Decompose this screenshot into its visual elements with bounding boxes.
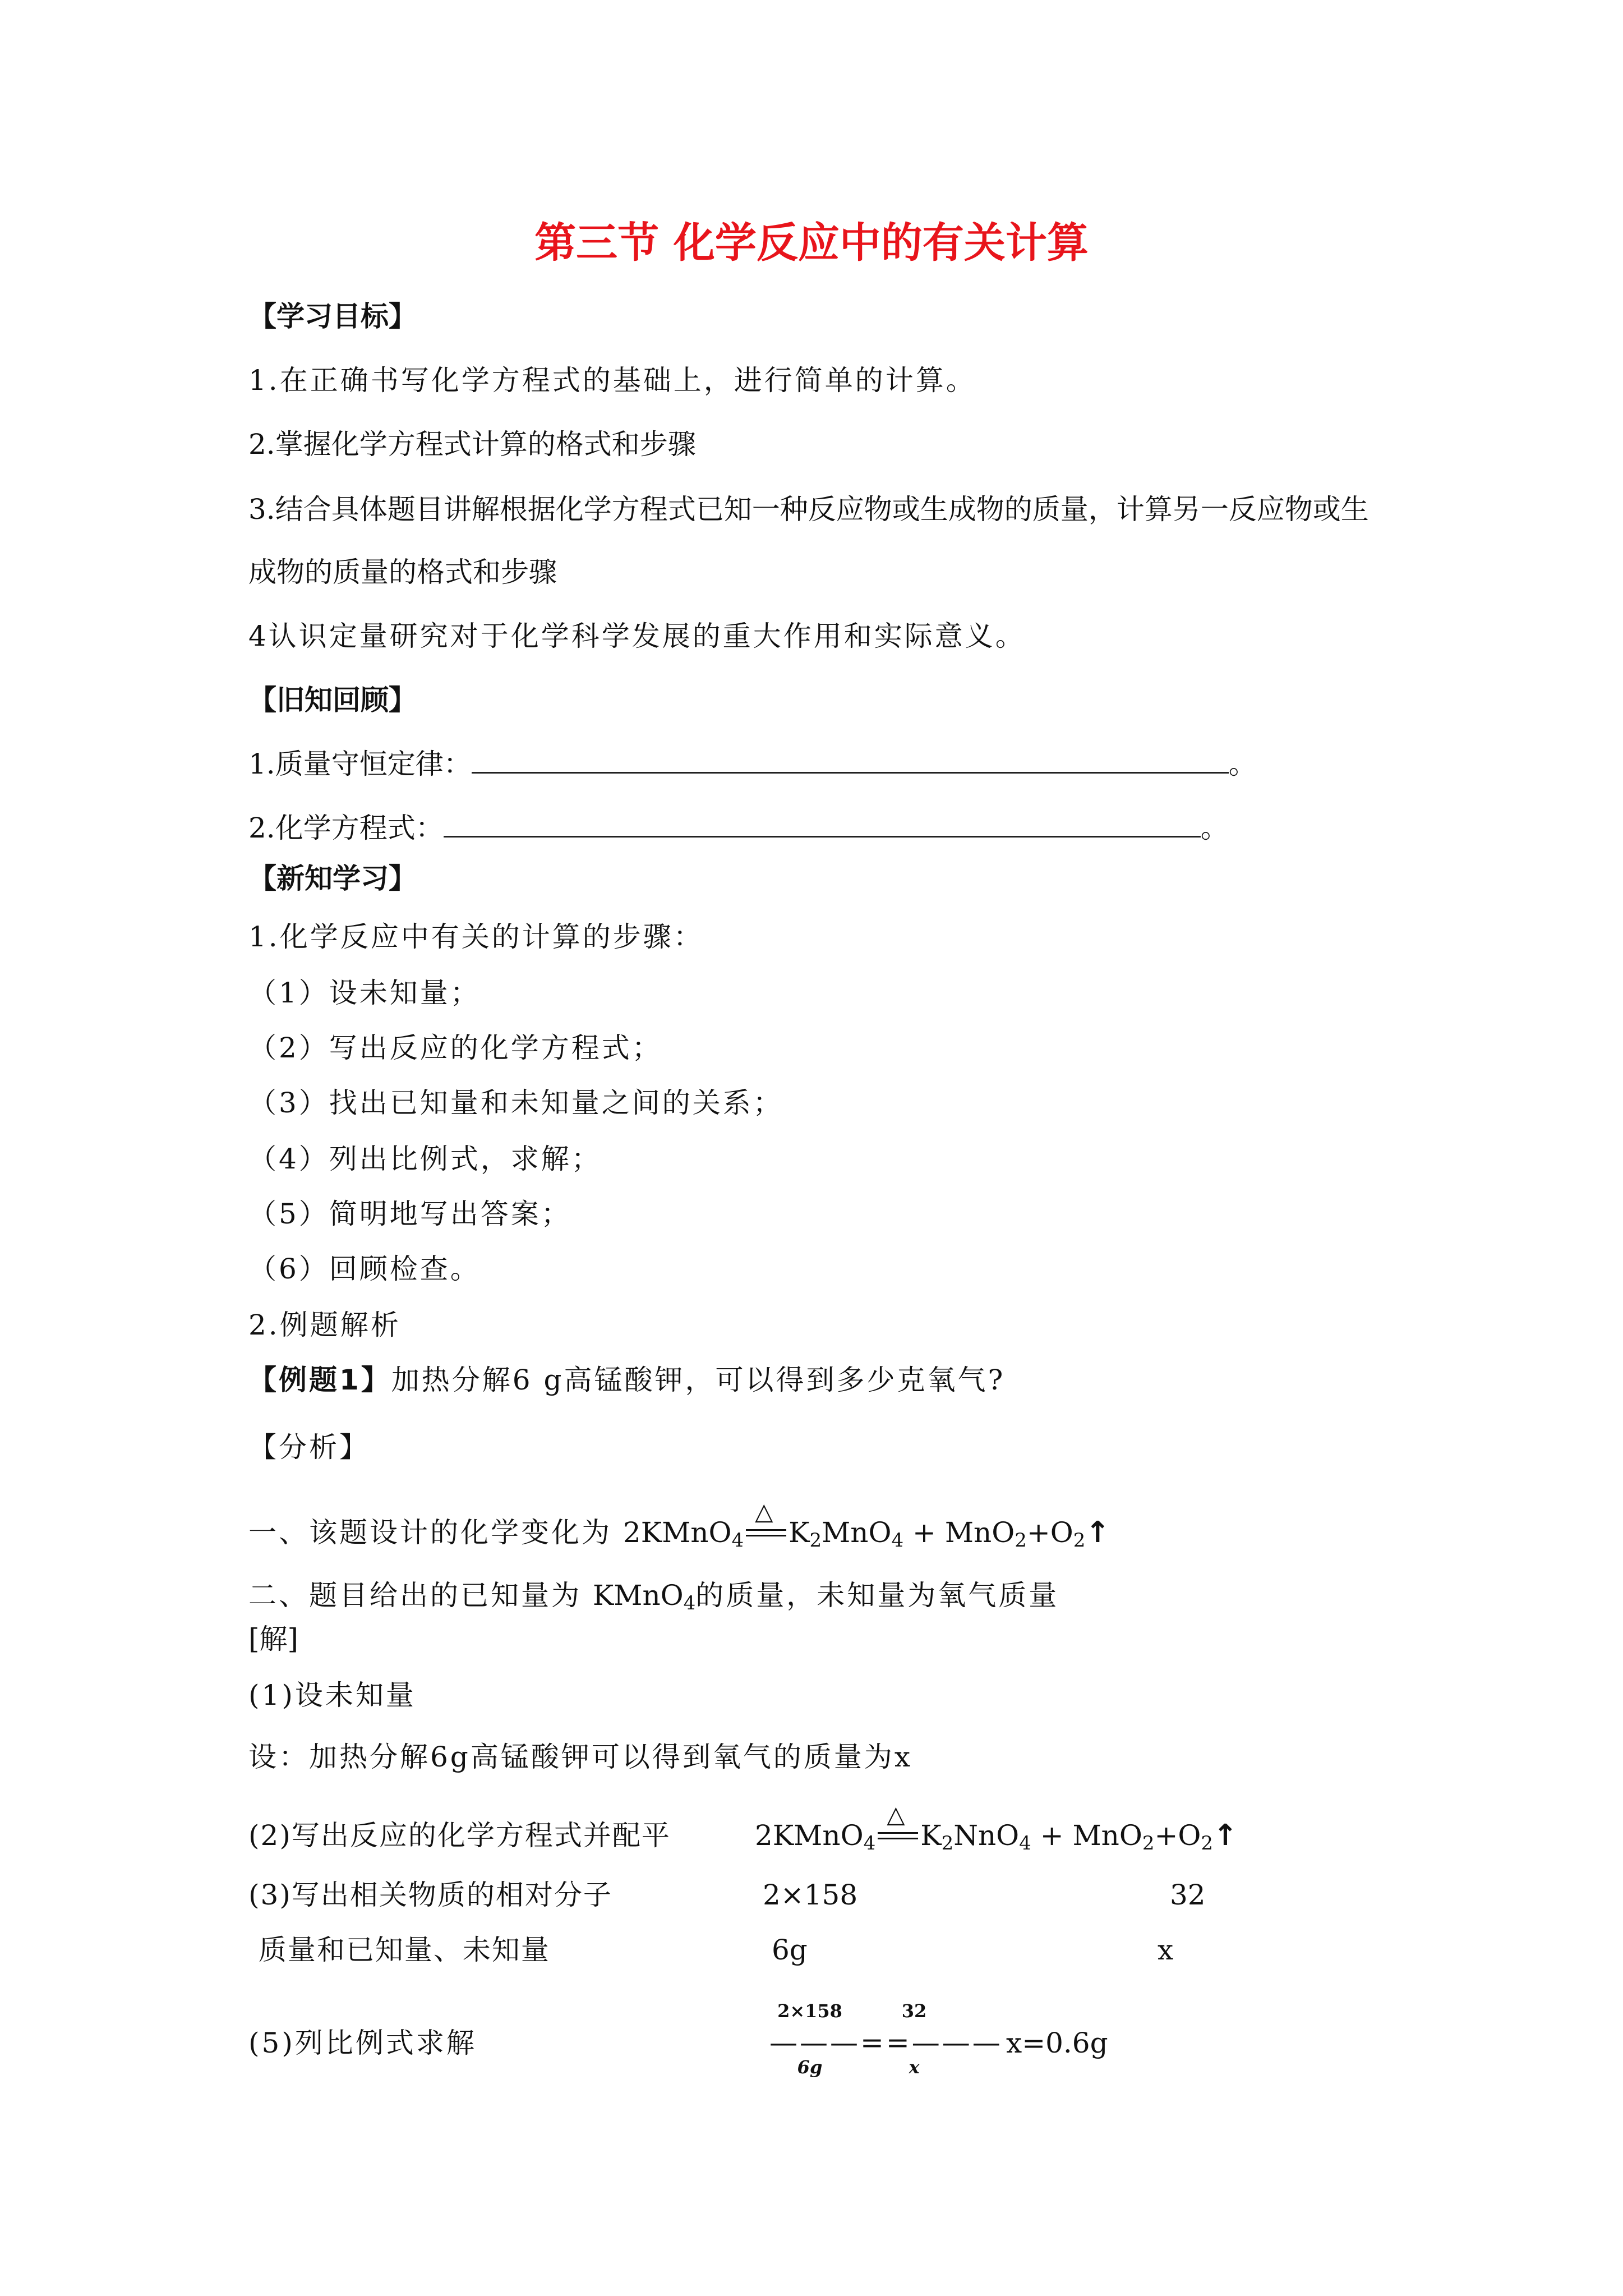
step-item: （3）找出已知量和未知量之间的关系；: [248, 1087, 783, 1119]
known-value: 6g: [772, 1934, 808, 1966]
analysis-heading: 【分析】: [248, 1431, 370, 1464]
newknow-heading: 【新知学习】: [248, 862, 417, 895]
step-item: （6）回顾检查。: [248, 1253, 481, 1285]
example-title: 2.例题解析: [248, 1309, 401, 1341]
result: x=0.6g: [1006, 2027, 1108, 2059]
step-item: （4）列出比例式，求解；: [248, 1143, 602, 1175]
solution-step-1: (1)设未知量: [248, 1679, 416, 1711]
example-label: 【例题1】: [248, 1364, 391, 1396]
fraction-2-numerator: 32: [901, 2000, 927, 2022]
review-label-2: 2.化学方程式：: [248, 812, 444, 844]
goal-item: 成物的质量的格式和步骤: [248, 556, 557, 588]
gas-arrow-icon: ↑: [1213, 1819, 1238, 1852]
goal-item: 4认识定量研究对于化学科学发展的重大作用和实际意义。: [248, 620, 1026, 652]
gas-arrow-icon: ↑: [1085, 1516, 1110, 1549]
review-item-1: [248, 746, 1257, 782]
chemical-equation: 2KMnO$_4$ △ $K_2MnO_4$ + $MnO_2+O_2↑$: [623, 1498, 1110, 1552]
goals-heading: 【学习目标】: [248, 300, 417, 333]
analysis-1-prefix: 一、该题设计的化学变化为: [248, 1516, 612, 1549]
solution-step-3: (3)写出相关物质的相对分子: [248, 1879, 612, 1911]
solution-step-2: (2)写出反应的化学方程式并配平: [248, 1819, 671, 1852]
review-label-1: 1.质量守恒定律：: [248, 748, 472, 780]
step-item: （1）设未知量；: [248, 977, 481, 1009]
solution-label: [解]: [248, 1623, 299, 1655]
fraction-2-denominator: x: [909, 2056, 920, 2078]
heating-condition: [746, 1498, 786, 1546]
analysis-1: [248, 1498, 1110, 1552]
fraction-bar: ———==———: [769, 2026, 1003, 2059]
unknown-value: x: [1158, 1934, 1174, 1966]
answer-blank-2[interactable]: [444, 817, 1201, 838]
steps-title: 1.化学反应中有关的计算的步骤：: [248, 921, 704, 953]
solution-step-3b: 质量和已知量、未知量: [248, 1934, 550, 1966]
mass-kmno4: 2×158: [763, 1879, 858, 1911]
analysis-2: 二、题目给出的已知量为 KMnO$_4$的质量，未知量为氧气质量: [248, 1579, 1059, 1614]
mass-o2: 32: [1170, 1879, 1206, 1911]
kmno4-formula: KMnO$_4$: [592, 1579, 696, 1614]
balanced-equation: 2KMnO$_4$ △ $K_2NnO_4$ + $MnO_2+O_2↑$: [755, 1801, 1238, 1855]
review-heading: 【旧知回顾】: [248, 684, 417, 716]
heating-condition: [878, 1801, 918, 1849]
step-item: （2）写出反应的化学方程式；: [248, 1032, 662, 1064]
end-mark: 。: [1228, 748, 1257, 780]
heat-triangle-icon: △: [755, 1498, 773, 1525]
solution-step-5: (5)列比例式求解: [248, 2027, 477, 2059]
fraction-1-numerator: 2×158: [777, 2000, 842, 2022]
goal-item: 3.结合具体题目讲解根据化学方程式已知一种反应物或生成物的质量，计算另一反应物或生: [248, 493, 1369, 526]
fraction-1-denominator: 6g: [797, 2056, 823, 2078]
goal-item: 2.掌握化学方程式计算的格式和步骤: [248, 428, 696, 461]
review-item-2: [248, 810, 1229, 846]
heat-triangle-icon: △: [887, 1801, 905, 1828]
solution-let: 设：加热分解6g高锰酸钾可以得到氧气的质量为x: [248, 1741, 913, 1773]
example-text: 加热分解6 g高锰酸钾，可以得到多少克氧气?: [391, 1364, 1006, 1396]
page-title: 第三节 化学反应中的有关计算: [534, 219, 1089, 267]
end-mark: 。: [1200, 812, 1229, 844]
step-item: （5）简明地写出答案；: [248, 1198, 571, 1230]
answer-blank-1[interactable]: [472, 753, 1229, 774]
goal-item: 1.在正确书写化学方程式的基础上，进行简单的计算。: [248, 364, 976, 397]
example-1: [248, 1362, 1005, 1398]
